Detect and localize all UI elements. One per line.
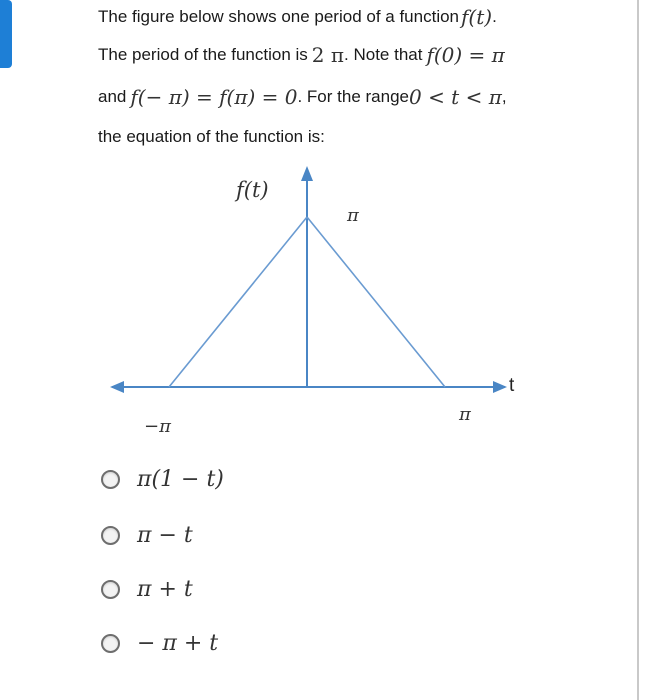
option-4[interactable] [101, 626, 218, 660]
option-3-radio[interactable] [101, 580, 120, 599]
question-line-2-math-b: f(0) = π [426, 43, 505, 67]
x-axis-left-arrow-icon [110, 381, 124, 393]
option-1[interactable] [101, 462, 224, 496]
option-4-radio[interactable] [101, 634, 120, 653]
question-line-1-math: f(t) [461, 5, 493, 29]
question-line-4-text: the equation of the function is: [98, 127, 325, 146]
question-line-2-text-a: The period of the function is [98, 45, 308, 64]
x-axis-label: t [509, 375, 515, 396]
function-segment-1 [169, 217, 307, 387]
question-line-3-text-b: . For the range [297, 87, 409, 106]
question-line-2-math-a: 2 π [311, 43, 345, 67]
question-line-3-tail: , [501, 87, 507, 106]
right-t-label: π [459, 404, 471, 425]
question-line-2-text-b: . Note that [344, 45, 423, 64]
question-line-1-text: The figure below shows one period of a function [98, 7, 460, 26]
y-axis-arrow-icon [301, 166, 313, 181]
question-line-3-math-a: f(− π) = f(π) = 0 [130, 85, 298, 109]
option-2-label: π − t [137, 522, 193, 548]
left-t-label: −π [144, 416, 171, 437]
x-axis-right-arrow-icon [493, 381, 507, 393]
question-line-1-tail: . [492, 7, 497, 26]
option-2-radio[interactable] [101, 526, 120, 545]
option-1-label: π(1 − t) [137, 466, 224, 492]
option-4-label: − π + t [137, 630, 219, 656]
question-line-3-math-b: 0 < t < π [408, 85, 502, 109]
option-2[interactable] [101, 518, 193, 552]
peak-label: π [347, 205, 359, 226]
option-3-label: π + t [137, 576, 193, 602]
question-line-3-text-a: and [98, 87, 127, 106]
option-3[interactable] [101, 572, 193, 606]
option-1-radio[interactable] [101, 470, 120, 489]
y-axis-label: f(t) [236, 178, 269, 202]
function-segment-2 [307, 217, 445, 387]
